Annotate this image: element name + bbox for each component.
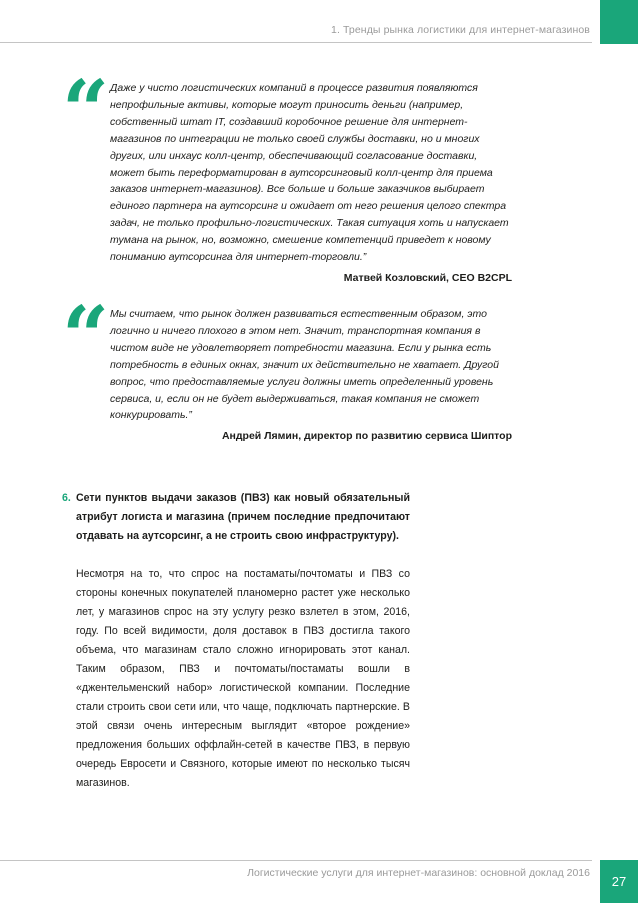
numbered-section (62, 489, 410, 793)
section-heading (62, 489, 410, 546)
quote-mark-icon: “ (62, 63, 106, 159)
header-accent-tab (600, 0, 638, 44)
quote-block-1 (62, 63, 512, 284)
quote-text: Даже у чисто логистических компаний в процессе развития появляются непрофильные активы, которые могут приносить деньги (например, собственный штат IT, создавший коробочное решение для интернет-магазинов по интеграции не только своей службы доставки, но и многих других, или инхаус колл-центр, обеспечивающий согласование доставки, может быть переформатирован в аутсорсинговый колл-центр для приема заказов интернет-магазинов). Все больше и больше заказчиков выбирает единого партнера на аутсорсинг и ожидает от него решения целого спектра задач, не только профильно-логистических. Такая ситуация хоть и напускает тумана на рынок, но, возможно, смешение компетенций приведет к новому пониманию аутсорсинга для интернет-торговли.” (110, 82, 509, 264)
quote-block-2 (62, 289, 512, 443)
quote-text: Мы считаем, что рынок должен развиваться естественным образом, это логично и ничего плохого в этом нет. Значит, транспортная компания в чистом виде не удовлетворяет потребности магазина. Если у рынка есть потребность в единых окнах, значит их действительно не хватает. Другой вопрос, что предоставляемые услуги должны иметь определенный уровень сервиса, и, если он не будет выдерживаться, такая компания не сможет конкурировать.” (110, 308, 499, 422)
running-header: 1. Тренды рынка логистики для интернет-магазинов (331, 24, 590, 36)
quote-author: Андрей Лямин, директор по развитию сервиса Шиптор (221, 430, 512, 443)
footer-divider (0, 860, 592, 861)
section-number: 6. (62, 492, 71, 504)
header-divider (0, 42, 592, 43)
quote-author: Матвей Козловский, CEO B2CPL (343, 271, 512, 284)
quote-mark-icon: “ (62, 289, 106, 385)
running-footer: Логистические услуги для интернет-магазинов: основной доклад 2016 (247, 867, 590, 879)
section-heading-text: Сети пунктов выдачи заказов (ПВЗ) как новый обязательный атрибут логиста и магазина (причем последние предпочитают отдавать на аутсорсинг, а не строить свою инфраструктуру). (76, 492, 410, 542)
page-number: 27 (600, 860, 638, 903)
section-paragraph: Несмотря на то, что спрос на постаматы/почтоматы и ПВЗ со стороны конечных покупателей планомерно растет уже несколько лет, у магазинов спрос на эту услугу резко взлетел в этом, 2016, году. По всей видимости, доля доставок в ПВЗ достигла такого объема, что магазинам стало сложно игнорировать этот канал. Таким образом, ПВЗ и почтоматы/постаматы вошли в «джентельменский набор» логистической компании. Последние стали строить свои сети или, что чаще, подключать партнерские. В этой связи очень интересным выглядит «второе рождение» предложения больших оффлайн-сетей в качестве ПВЗ, в первую очередь Евросети и Связного, которые имеют по несколько тысяч магазинов. (76, 568, 410, 789)
